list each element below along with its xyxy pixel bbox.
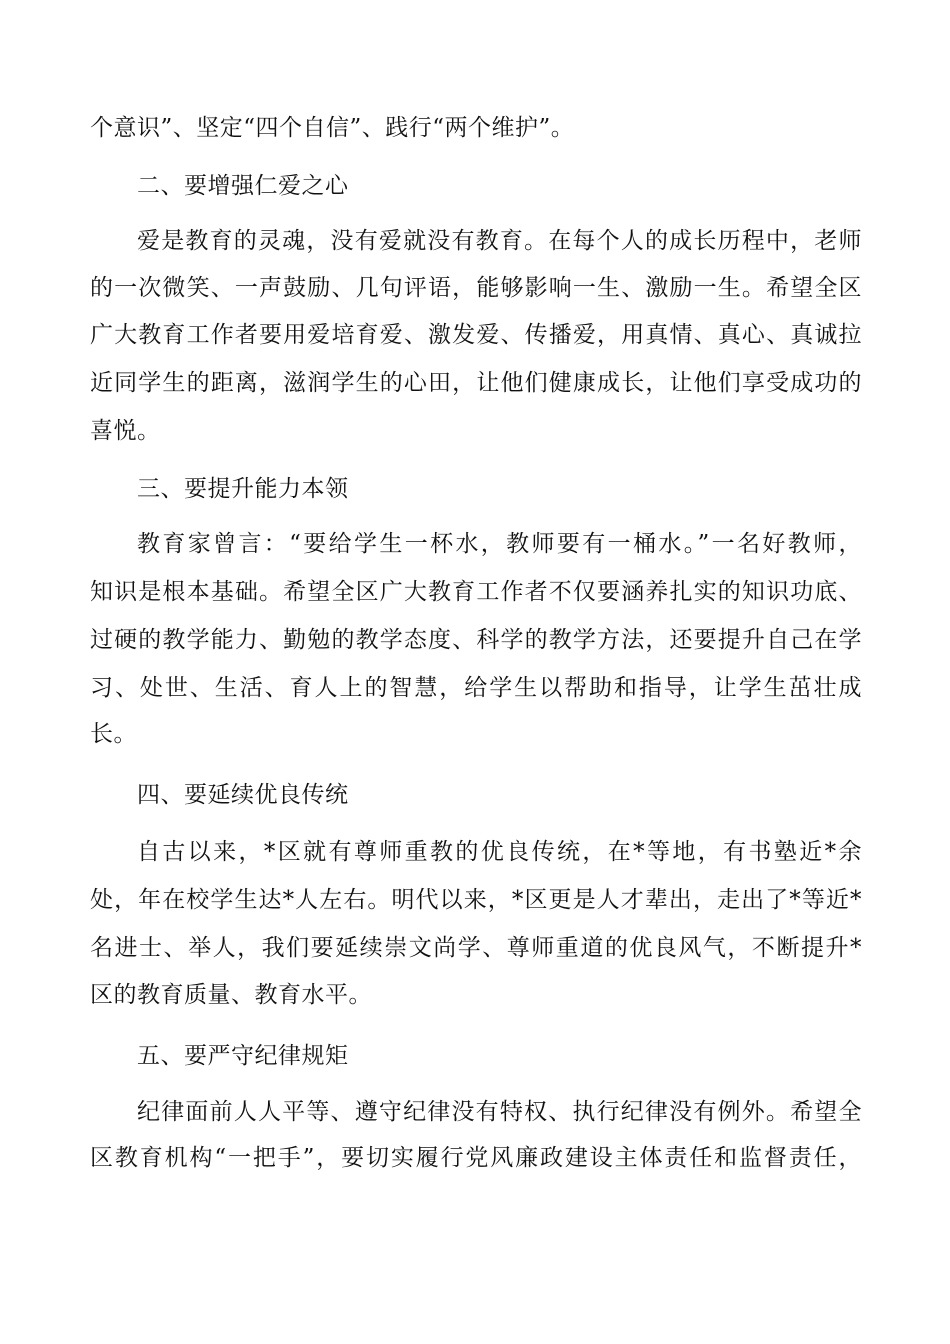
text-line: 教育家曾言：“要给学生一杯水，教师要有一桶水。”一名好教师，: [137, 531, 862, 557]
text-line: 自古以来，*区就有尊师重教的优良传统，在*等地，有书塾近*余: [137, 839, 862, 865]
text-line: 纪律面前人人平等、遵守纪律没有特权、执行纪律没有例外。希望全: [137, 1099, 862, 1125]
section-heading: 五、要严守纪律规矩: [137, 1043, 349, 1069]
section-heading: 二、要增强仁爱之心: [137, 173, 349, 199]
text-line: 喜悦。: [90, 418, 161, 444]
text-line: 区的教育质量、教育水平。: [90, 982, 372, 1008]
text-line: 处，年在校学生达*人左右。明代以来，*区更是人才辈出，走出了*等近*: [90, 887, 862, 913]
section-heading: 三、要提升能力本领: [137, 476, 349, 502]
text-line: 个意识”、坚定“四个自信”、践行“两个维护”。: [90, 115, 575, 141]
text-line: 的一次微笑、一声鼓励、几句评语，能够影响一生、激励一生。希望全区: [90, 275, 862, 301]
text-line: 长。: [90, 721, 137, 747]
text-line: 区教育机构“一把手”，要切实履行党风廉政建设主体责任和监督责任，: [90, 1145, 862, 1171]
text-line: 知识是根本基础。希望全区广大教育工作者不仅要涵养扎实的知识功底、: [90, 579, 862, 605]
text-line: 爱是教育的灵魂，没有爱就没有教育。在每个人的成长历程中，老师: [137, 228, 862, 254]
text-line: 过硬的教学能力、勤勉的教学态度、科学的教学方法，还要提升自己在学: [90, 627, 862, 653]
text-line: 名进士、举人，我们要延续崇文尚学、尊师重道的优良风气，不断提升*: [90, 935, 862, 961]
text-line: 广大教育工作者要用爱培育爱、激发爱、传播爱，用真情、真心、真诚拉: [90, 322, 862, 348]
text-line: 近同学生的距离，滋润学生的心田，让他们健康成长，让他们享受成功的: [90, 370, 862, 396]
section-heading: 四、要延续优良传统: [137, 782, 349, 808]
text-line: 习、处世、生活、育人上的智慧，给学生以帮助和指导，让学生茁壮成: [90, 675, 862, 701]
